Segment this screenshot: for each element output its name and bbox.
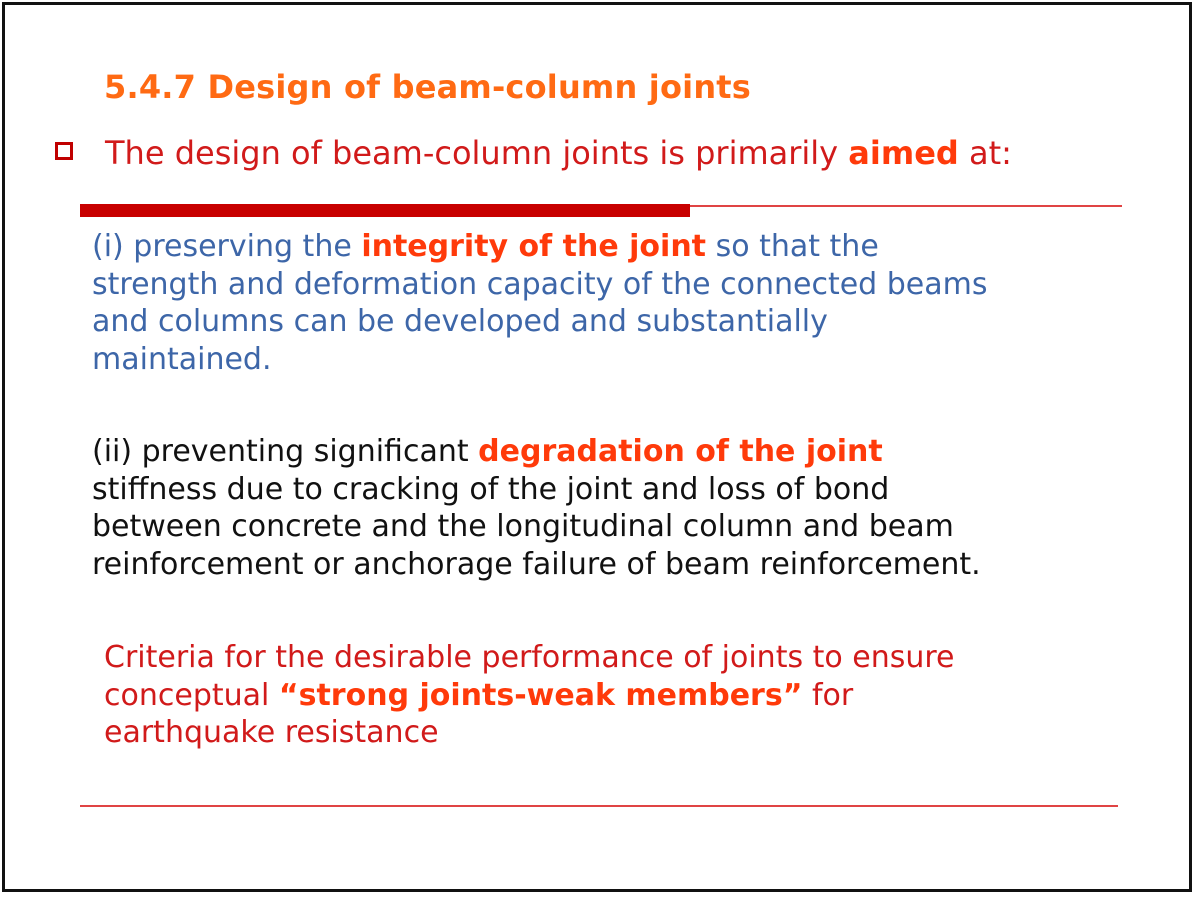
item-ii-emphasis: degradation of the joint [478, 434, 883, 469]
criteria-line-2-end: for [802, 677, 854, 713]
intro-bullet [55, 134, 1012, 172]
intro-emphasis: aimed [848, 134, 959, 172]
criteria-paragraph [104, 639, 1176, 752]
item-ii-line-1 [92, 433, 1196, 471]
thick-divider [80, 204, 690, 217]
item-i-line-4: maintained. [92, 341, 272, 377]
criteria-emphasis: strong joints-weak members [298, 677, 783, 713]
item-ii-prefix: (ii) preventing significant [92, 434, 479, 469]
criteria-quote-close: ” [782, 677, 803, 713]
criteria-quote-open: “ [278, 677, 299, 713]
item-i-line-3: and columns can be developed and substantially [92, 304, 828, 339]
criteria-line-3: earthquake resistance [104, 715, 439, 750]
intro-text: The design of beam-column joints is primarily [105, 134, 849, 172]
item-i-emphasis: integrity of the joint [361, 229, 707, 264]
criteria-line-2-start: conceptual [104, 677, 279, 713]
intro-text-end: at: [958, 134, 1012, 172]
item-i-line-2: strength and deformation capacity of the connected beams [92, 266, 988, 302]
thin-divider-bottom [80, 805, 1118, 807]
item-i-prefix: (i) preserving the [92, 229, 362, 264]
item-ii-line-4: reinforcement or anchorage failure of beam reinforcement. [92, 546, 981, 582]
item-ii-line-2: stiffness due to cracking of the joint and loss of bond [92, 471, 890, 507]
item-ii-line-3: between concrete and the longitudinal column and beam [92, 509, 954, 544]
thin-divider-top [690, 205, 1122, 207]
item-i-paragraph [92, 228, 1196, 378]
item-ii-paragraph [92, 433, 1196, 583]
item-i-line-1-rest: so that the [706, 229, 879, 264]
square-bullet-icon [55, 142, 73, 160]
criteria-line-1: Criteria for the desirable performance of joints to ensure [104, 640, 955, 675]
slide-title: 5.4.7 Design of beam-column joints [104, 68, 752, 106]
item-i-line-1 [92, 228, 1196, 266]
criteria-line-2 [104, 677, 1176, 715]
